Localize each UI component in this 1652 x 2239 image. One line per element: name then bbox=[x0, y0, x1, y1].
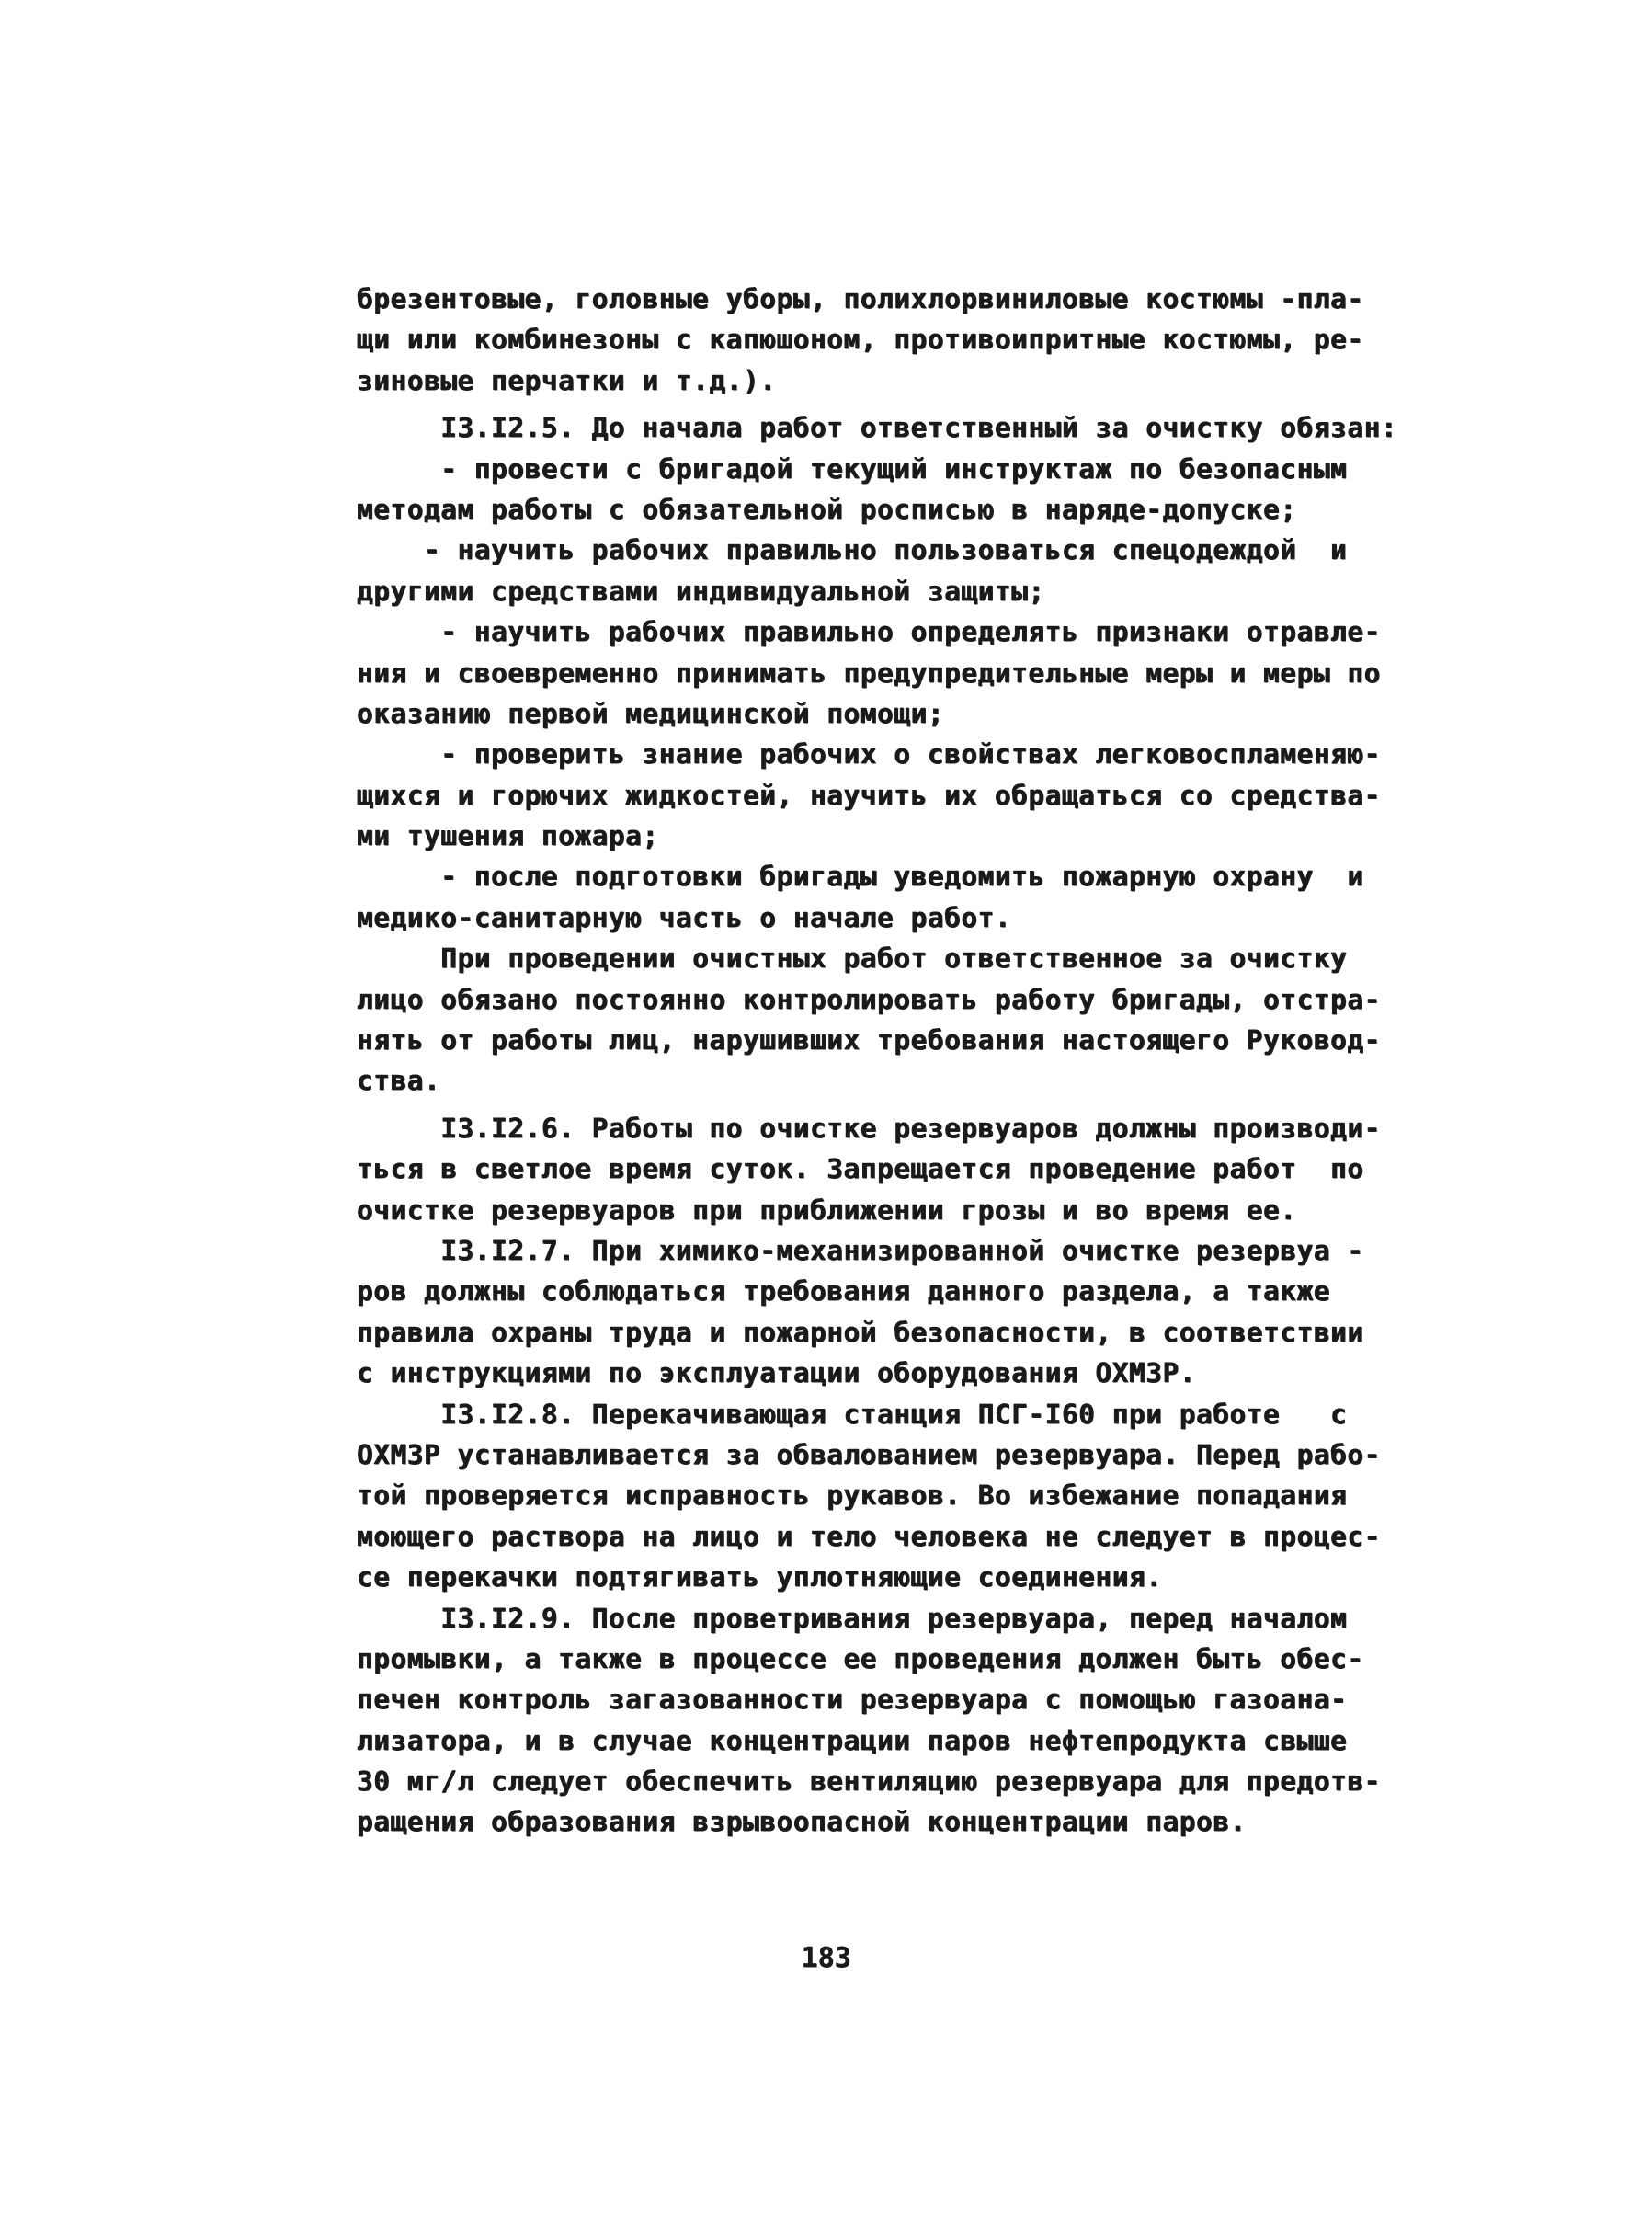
text-line: щихся и горючих жидкостей, научить их обращаться со средства- bbox=[357, 779, 1381, 811]
text-line: ться в светлое время суток. Запрещается проведение работ по bbox=[357, 1153, 1364, 1185]
text-line: оказанию первой медицинской помощи; bbox=[357, 697, 945, 729]
text-line: I3.I2.9. После проветривания резервуара, перед началом bbox=[357, 1602, 1348, 1634]
text-line: - провести с бригадой текущий инструктаж по безопасным bbox=[357, 452, 1348, 485]
text-line: 30 мг/л следует обеспечить вентиляцию резервуара для предотв- bbox=[357, 1765, 1381, 1798]
text-line: зиновые перчатки и т.д.). bbox=[357, 364, 777, 396]
paragraph-gap bbox=[357, 401, 1423, 407]
text-line: ров должны соблюдаться требования данного раздела, а также bbox=[357, 1275, 1331, 1308]
text-line: се перекачки подтягивать уплотняющие соединения. bbox=[357, 1561, 1163, 1594]
text-line: методам работы с обязательной росписью в наряде-допуске; bbox=[357, 493, 1297, 525]
text-line: I3.I2.7. При химико-механизированной очистке резервуа - bbox=[357, 1234, 1364, 1266]
text-line: лизатора, и в случае концентрации паров нефтепродукта свыше bbox=[357, 1724, 1348, 1756]
text-line: ращения образования взрывоопасной концентрации паров. bbox=[357, 1806, 1247, 1838]
text-line: - проверить знание рабочих о свойствах легковоспламеняю- bbox=[357, 738, 1381, 771]
text-line: ми тушения пожара; bbox=[357, 820, 659, 852]
text-line: - научить рабочих правильно определять признаки отравле- bbox=[357, 616, 1381, 648]
text-line: ния и своевременно принимать предупредительные меры и меры по bbox=[357, 657, 1381, 689]
text-line: печен контроль загазованности резервуара с помощью газоана- bbox=[357, 1684, 1348, 1716]
text-line: очистке резервуаров при приближении грозы и во время ее. bbox=[357, 1194, 1297, 1226]
text-line: брезентовые, головные уборы, полихлорвиниловые костюмы -пла- bbox=[357, 283, 1364, 314]
text-line: моющего раствора на лицо и тело человека не следует в процес- bbox=[357, 1520, 1381, 1552]
text-line: I3.I2.5. До начала работ ответственный за очистку обязан: bbox=[357, 412, 1398, 444]
text-line: с инструкциями по эксплуатации оборудования ОХМЗР. bbox=[357, 1357, 1197, 1389]
text-line: нять от работы лиц, нарушивших требования настоящего Руковод- bbox=[357, 1024, 1381, 1057]
text-line: медико-санитарную часть о начале работ. bbox=[357, 901, 1012, 933]
page-number: 183 bbox=[801, 1942, 851, 1974]
text-line: ОХМЗР устанавливается за обвалованием резервуара. Перед рабо- bbox=[357, 1438, 1381, 1470]
text-line: той проверяется исправность рукавов. Во избежание попадания bbox=[357, 1479, 1348, 1512]
text-line: промывки, а также в процессе ее проведения должен быть обес- bbox=[357, 1642, 1364, 1674]
text-line: ства. bbox=[357, 1065, 441, 1097]
text-line: правила охраны труда и пожарной безопасности, в соответствии bbox=[357, 1316, 1364, 1348]
text-line: I3.I2.6. Работы по очистке резервуаров должны производи- bbox=[357, 1112, 1381, 1144]
text-line: - научить рабочих правильно пользоваться спецодеждой и bbox=[357, 534, 1348, 566]
text-line: - после подготовки бригады уведомить пожарную охрану и bbox=[357, 861, 1364, 893]
text-line: другими средствами индивидуальной защиты; bbox=[357, 575, 1045, 607]
text-line: лицо обязано постоянно контролировать работу бригады, отстра- bbox=[357, 983, 1381, 1015]
text-line: щи или комбинезоны с капюшоном, противоипритные костюмы, ре- bbox=[357, 324, 1364, 356]
paragraph-gap bbox=[357, 1102, 1423, 1108]
body-text bbox=[357, 279, 1423, 1843]
text-line: I3.I2.8. Перекачивающая станция ПСГ-I60 при работе с bbox=[357, 1398, 1348, 1430]
text-line: При проведении очистных работ ответственное за очистку bbox=[357, 942, 1348, 975]
